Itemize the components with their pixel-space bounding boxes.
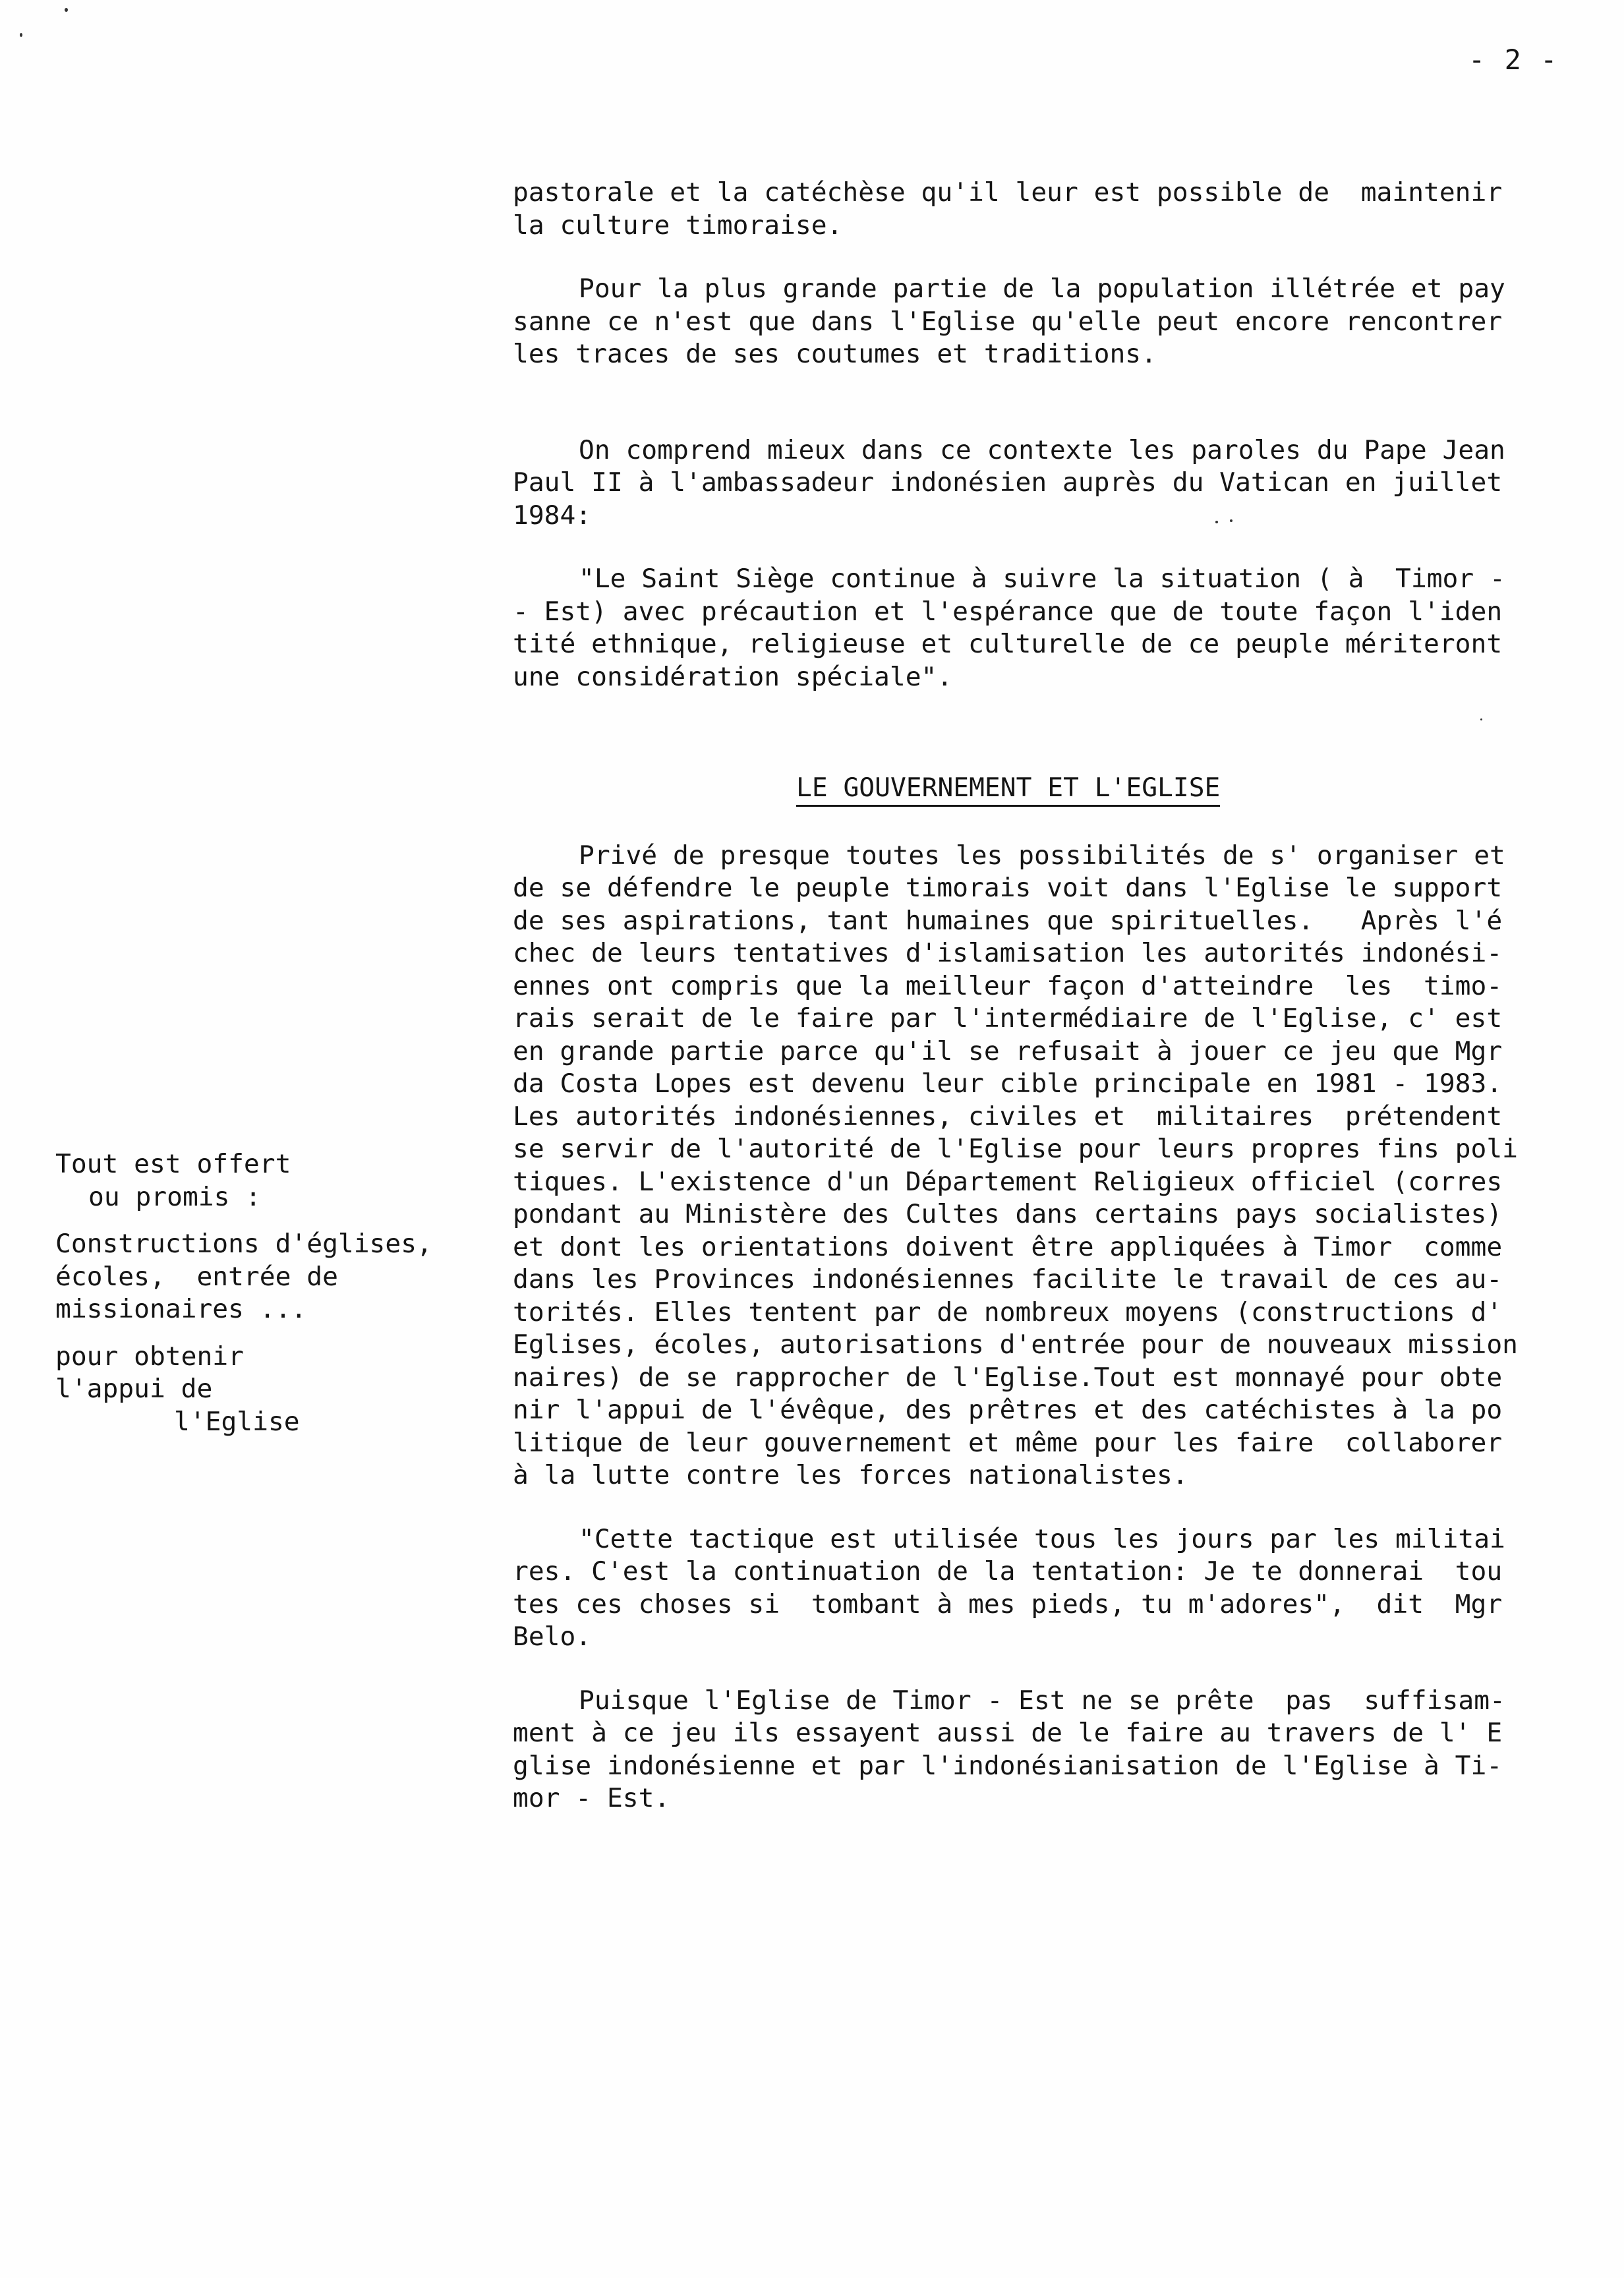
margin-note-line: Constructions d'églises, <box>55 1229 432 1259</box>
quote-saint-siege <box>513 563 1567 693</box>
text-line: Eglises, écoles, autorisations d'entrée pour de nouveaux mission <box>513 1329 1518 1360</box>
text-line: de se défendre le peuple timorais voit dans l'Eglise le support <box>513 873 1503 903</box>
text-line: tité ethnique, religieuse et culturelle de ce peuple mériteront <box>513 629 1503 659</box>
text-line: en grande partie parce qu'il se refusait à jouer ce jeu que Mgr <box>513 1036 1503 1066</box>
margin-note-line: ou promis : <box>88 1181 262 1212</box>
text-line: la culture timoraise. <box>513 210 843 241</box>
margin-note-line: pour obtenir <box>55 1341 244 1372</box>
main-text-column <box>513 177 1567 1815</box>
text-line: nir l'appui de l'évêque, des prêtres et des catéchistes à la po <box>513 1395 1503 1425</box>
text-line: pondant au Ministère des Cultes dans certains pays socialistes) <box>513 1199 1503 1229</box>
text-line: sanne ce n'est que dans l'Eglise qu'elle peut encore rencontrer <box>513 306 1503 337</box>
text-line: Paul II à l'ambassadeur indonésien auprès du Vatican en juillet <box>513 467 1503 498</box>
text-line: naires) de se rapprocher de l'Eglise.Tout est monnayé pour obte <box>513 1362 1503 1393</box>
text-line: tes ces choses si tombant à mes pieds, tu m'adores", dit Mgr <box>513 1589 1503 1620</box>
paragraph-pape <box>513 434 1567 533</box>
text-line: pastorale et la catéchèse qu'il leur est possible de maintenir <box>513 177 1503 208</box>
scan-speck <box>65 8 68 12</box>
text-line: dans les Provinces indonésiennes facilite le travail de ces au- <box>513 1264 1503 1295</box>
margin-note-block-offer <box>55 1148 464 1213</box>
text-line: da Costa Lopes est devenu leur cible principale en 1981 - 1983. <box>513 1068 1503 1099</box>
text-line: tiques. L'existence d'un Département Religieux officiel (corres <box>513 1166 1503 1197</box>
text-line: mor - Est. <box>513 1783 670 1813</box>
quote-belo <box>513 1523 1567 1654</box>
margin-note-line: l'Eglise <box>174 1406 300 1437</box>
text-line: ennes ont compris que la meilleur façon d'atteindre les timo- <box>513 970 1503 1001</box>
text-line: Pour la plus grande partie de la population illétrée et pay <box>579 274 1505 304</box>
text-line: Belo. <box>513 1621 592 1652</box>
text-line: Puisque l'Eglise de Timor - Est ne se prête pas suffisam- <box>579 1685 1505 1716</box>
margin-note <box>55 1148 464 1438</box>
text-line: res. C'est la continuation de la tentation: Je te donnerai tou <box>513 1556 1503 1587</box>
paragraph-gouvernement <box>513 840 1567 1492</box>
text-line: et dont les orientations doivent être appliquées à Timor comme <box>513 1231 1503 1262</box>
paragraph-pastorale <box>513 177 1567 242</box>
text-line: rais serait de le faire par l'intermédiaire de l'Eglise, c' est <box>513 1003 1503 1034</box>
section-heading: LE GOUVERNEMENT ET L'EGLISE <box>796 772 1220 807</box>
text-line: se servir de l'autorité de l'Eglise pour leurs propres fins poli <box>513 1134 1518 1164</box>
section-heading-wrap <box>513 772 1567 807</box>
paragraph-population <box>513 273 1567 371</box>
text-line: de ses aspirations, tant humaines que spirituelles. Après l'é <box>513 905 1503 936</box>
text-line: - Est) avec précaution et l'espérance que de toute façon l'iden <box>513 596 1503 627</box>
text-line: 1984: <box>513 500 592 531</box>
margin-note-line: l'appui de <box>55 1374 213 1404</box>
text-line: "Le Saint Siège continue à suivre la situation ( à Timor - <box>579 564 1505 594</box>
text-line: litique de leur gouvernement et même pour les faire collaborer <box>513 1427 1503 1458</box>
text-line: Privé de presque toutes les possibilités de s' organiser et <box>579 840 1505 871</box>
text-line: Les autorités indonésiennes, civiles et militaires prétendent <box>513 1101 1503 1132</box>
scan-speck <box>20 33 22 37</box>
text-line: ment à ce jeu ils essayent aussi de le faire au travers de l' E <box>513 1718 1503 1748</box>
text-line: à la lutte contre les forces nationalistes. <box>513 1460 1188 1490</box>
text-line: glise indonésienne et par l'indonésianisation de l'Eglise à Ti- <box>513 1750 1503 1781</box>
page-number: - 2 - <box>1468 44 1559 76</box>
margin-note-block-appui <box>55 1341 464 1439</box>
paragraph-indonesianisation <box>513 1685 1567 1815</box>
text-line: On comprend mieux dans ce contexte les paroles du Pape Jean <box>579 434 1505 465</box>
margin-note-line: Tout est offert <box>55 1149 291 1179</box>
margin-note-line: missionaires ... <box>55 1294 307 1324</box>
text-line: torités. Elles tentent par de nombreux moyens (constructions d' <box>513 1297 1503 1328</box>
text-line: chec de leurs tentatives d'islamisation les autorités indonési- <box>513 938 1503 968</box>
margin-note-block-constructions <box>55 1228 464 1326</box>
text-line: une considération spéciale". <box>513 661 953 692</box>
text-line: "Cette tactique est utilisée tous les jours par les militai <box>579 1523 1505 1554</box>
margin-note-line: écoles, entrée de <box>55 1261 338 1292</box>
text-line: les traces de ses coutumes et traditions. <box>513 339 1157 369</box>
